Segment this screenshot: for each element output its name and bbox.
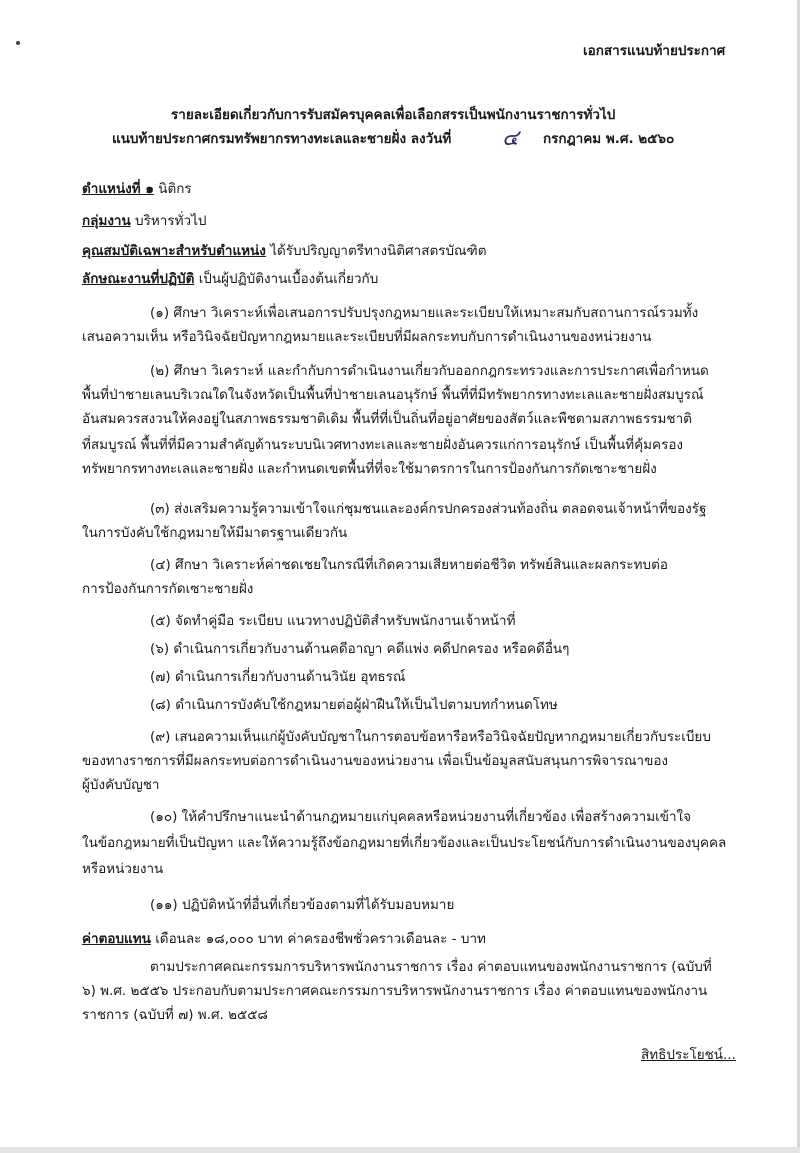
duty-item-10-line-3: หรือหน่วยงาน — [82, 861, 164, 877]
duty-item-10-line-1: (๑๐) ให้คำปรึกษาแนะนำด้านกฎหมายแก่บุคคลหรือหน่วยงานที่เกี่ยวข้อง เพื่อสร้างความเข้าใจ — [150, 809, 692, 825]
duty-item-2-line-3: อันสมควรสงวนให้คงอยู่ในสภาพธรรมชาติเดิม พื้นที่ที่เป็นถิ่นที่อยู่อาศัยของสัตว์และพืชตามสภาพธรรมชาติ — [82, 411, 692, 427]
document-subtitle — [112, 130, 451, 148]
duty-item-4-line-2: การป้องกันการกัดเซาะชายฝั่ง — [82, 581, 254, 597]
duty-item-2-line-4: ที่สมบูรณ์ พื้นที่ที่มีความสำคัญด้านระบบนิเวศทางทะเลและชายฝั่งอันควรแก่การอนุรักษ์ เป็นพื้นที่คุ้มครอง — [82, 437, 684, 453]
duty-item-4-line-1: (๔) ศึกษา วิเคราะห์ค่าชดเชยในกรณีที่เกิดความเสียหายต่อชีวิต ทรัพย์สินและผลกระทบต่อ — [150, 557, 668, 573]
subtitle-prefix: แนบท้ายประกาศกรมทรัพยากรทางทะเลและชายฝั่ง ลงวันที่ — [112, 131, 452, 147]
position-label: ตำแหน่งที่ ๑ — [82, 181, 154, 197]
group-line — [82, 212, 206, 230]
duty-item-6: (๖) ดำเนินการเกี่ยวกับงานด้านคดีอาญา คดีแพ่ง คดีปกครอง หรือคดีอื่นๆ — [150, 641, 570, 657]
subtitle-date: กรกฎาคม พ.ศ. ๒๕๖๐ — [543, 131, 675, 147]
document-title: รายละเอียดเกี่ยวกับการรับสมัครบุคคลเพื่อเลือกสรรเป็นพนักงานราชการทั่วไป — [171, 107, 616, 123]
duty-item-2-line-5: ทรัพยากรทางทะเลและชายฝั่ง และกำหนดเขตพื้นที่ที่จะใช้มาตรการในการป้องกันการกัดเซาะชายฝั่ง — [82, 461, 657, 477]
scan-edge-bottom — [0, 1147, 800, 1153]
duty-item-1-line-2: เสนอความเห็น หรือวินิจฉัยปัญหากฎหมายและระเบียบที่มีผลกระทบกับการดำเนินงานของหน่วยงาน — [82, 329, 652, 345]
duty-item-9-line-1: (๙) เสนอความเห็นแก่ผู้บังคับบัญชาในการตอบข้อหารือหรือวินิจฉัยปัญหากฎหมายเกี่ยวกับระเบียบ — [150, 729, 711, 745]
duty-item-9-line-3: ผู้บังคับบัญชา — [82, 777, 160, 793]
position-line — [82, 180, 192, 198]
duty-item-2-line-1: (๒) ศึกษา วิเคราะห์ และกำกับการดำเนินงานเกี่ยวกับออกกฎกระทรวงและการประกาศเพื่อกำหนด — [150, 363, 709, 379]
duties-label: ลักษณะงานที่ปฏิบัติ — [82, 271, 195, 287]
position-value: นิติกร — [158, 181, 192, 197]
compensation-label: ค่าตอบแทน — [82, 931, 151, 947]
duty-item-8: (๘) ดำเนินการบังคับใช้กฎหมายต่อผู้ฝ่าฝืนให้เป็นไปตามบทกำหนดโทษ — [150, 697, 558, 713]
duty-item-1-line-1: (๑) ศึกษา วิเคราะห์เพื่อเสนอการปรับปรุงกฎหมายและระเบียบให้เหมาะสมกับสถานการณ์รวมทั้ง — [150, 305, 699, 321]
duties-line — [82, 270, 378, 288]
duty-item-11: (๑๑) ปฏิบัติหน้าที่อื่นที่เกี่ยวข้องตามที่ได้รับมอบหมาย — [150, 897, 455, 913]
duty-item-9-line-2: ของทางราชการที่มีผลกระทบต่อการดำเนินงานของหน่วยงาน เพื่อเป็นข้อมูลสนับสนุนการพิจารณาของ — [82, 753, 669, 769]
duty-item-2-line-2: พื้นที่ป่าชายเลนบริเวณใดในจังหวัดเป็นพื้นที่ป่าชายเลนอนุรักษ์ พื้นที่ที่มีทรัพยากรทางทะเลและชายฝั่งสมบูรณ์ — [82, 387, 704, 403]
duty-item-3-line-1: (๓) ส่งเสริมความรู้ความเข้าใจแก่ชุมชนและองค์กรปกครองส่วนท้องถิ่น ตลอดจนเจ้าหน้าที่ของรัฐ — [150, 501, 707, 517]
scan-dot — [16, 41, 20, 45]
group-value: บริหารทั่วไป — [135, 213, 207, 229]
duty-item-3-line-2: ในการบังคับใช้กฎหมายให้มีมาตรฐานเดียวกัน — [82, 525, 348, 541]
compensation-note-line-3: ราชการ (ฉบับที่ ๗) พ.ศ. ๒๕๕๘ — [82, 1007, 268, 1023]
duty-item-10-line-2: ในข้อกฎหมายที่เป็นปัญหา และให้ความรู้ถึงข้อกฎหมายที่เกี่ยวข้องและเป็นประโยชน์กับการดำเนินงานของบุคคล — [82, 835, 727, 851]
group-label: กลุ่มงาน — [82, 213, 131, 229]
compensation-note-line-2: ๖) พ.ศ. ๒๕๕๖ ประกอบกับตามประกาศคณะกรรมการบริหารพนักงานราชการ เรื่อง ค่าตอบแทนของพนักงาน — [82, 983, 708, 999]
continuation-marker: สิทธิประโยชน์... — [641, 1047, 736, 1063]
compensation-note-line-1: ตามประกาศคณะกรรมการบริหารพนักงานราชการ เรื่อง ค่าตอบแทนของพนักงานราชการ (ฉบับที่ — [150, 959, 712, 975]
qualification-value: ได้รับปริญญาตรีทางนิติศาสตรบัณฑิต — [270, 243, 487, 259]
compensation-value: เดือนละ ๑๘,๐๐๐ บาท ค่าครองชีพชั่วคราวเดือนละ - บาท — [155, 931, 486, 947]
handwritten-day: ๔ — [502, 126, 519, 151]
duties-intro: เป็นผู้ปฏิบัติงานเบื้องต้นเกี่ยวกับ — [198, 271, 379, 287]
duty-item-5: (๕) จัดทำคู่มือ ระเบียบ แนวทางปฏิบัติสำหรับพนักงานเจ้าหน้าที่ — [150, 613, 516, 629]
qualification-line — [82, 242, 487, 260]
duty-item-7: (๗) ดำเนินการเกี่ยวกับงานด้านวินัย อุทธรณ์ — [150, 669, 406, 685]
attachment-label: เอกสารแนบท้ายประกาศ — [583, 43, 726, 59]
qualification-label: คุณสมบัติเฉพาะสำหรับตำแหน่ง — [82, 243, 266, 259]
compensation-line — [82, 930, 486, 948]
